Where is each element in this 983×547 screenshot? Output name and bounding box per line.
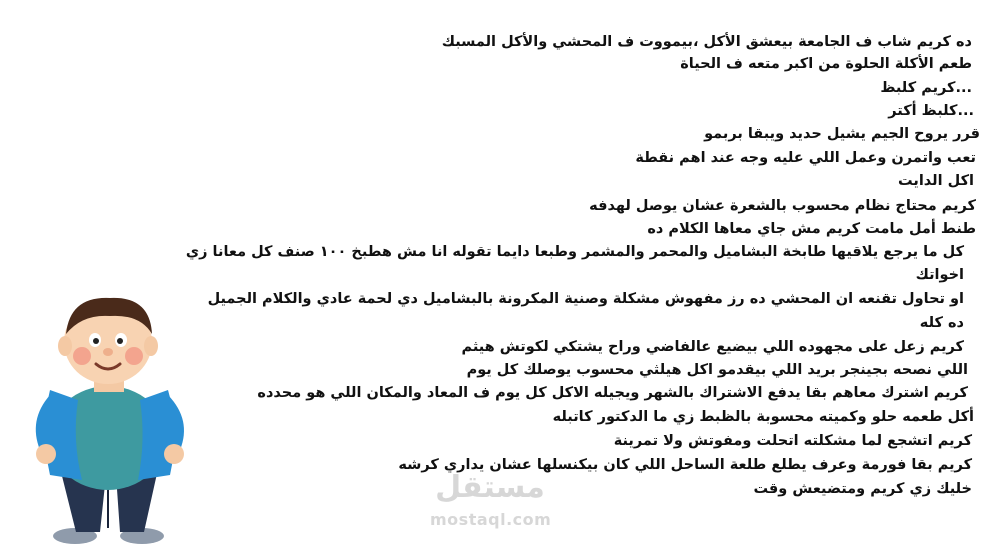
- story-line: اللي نصحه بجينجر بريد اللي بيقدمو اكل هيلثي محسوب يوصلك كل يوم: [466, 362, 968, 378]
- story-line: أكل طعمه حلو وكميته محسوبة بالظبط زي ما الدكتور كاتبله: [552, 409, 974, 425]
- story-line: طنط أمل مامت كريم مش جاي معاها الكلام ده: [647, 221, 976, 237]
- story-line: كريم اتشجع لما مشكلته اتحلت ومفوتش ولا تمرينة: [613, 433, 972, 449]
- mostaql-watermark: [420, 470, 560, 540]
- story-line: ...كلبظ أكتر: [888, 103, 974, 119]
- watermark-latin: mostaql.com: [430, 510, 552, 529]
- watermark-arabic: مستقل: [435, 470, 545, 505]
- story-line: طعم الأكلة الحلوة من اكبر متعه ف الحياة: [680, 56, 972, 72]
- story-line: ...كريم كلبظ: [880, 80, 972, 96]
- story-line: كريم بقا فورمة وعرف يطلع طلعة الساحل اللي كان بيكنسلها عشان يداري كرشه: [398, 457, 972, 473]
- story-line: تعب واتمرن وعمل اللي عليه وجه عند اهم نقطة: [635, 150, 976, 166]
- story-line: كريم محتاج نظام محسوب بالشعرة عشان يوصل لهدفه: [589, 198, 976, 214]
- story-text: [185, 32, 980, 547]
- story-line: كريم اشترك معاهم بقا يدفع الاشتراك بالشهر ويجيله الاكل كل يوم ف المعاد والمكان اللي هو محدده: [257, 385, 968, 401]
- story-line: كل ما يرجع يلاقيها طابخة البشاميل والمحمر والمشمر وطبعا دايما تقوله انا مش هطبخ ١٠٠ صنف كل معانا زي: [185, 244, 964, 260]
- story-line: اخواتك: [915, 267, 964, 283]
- story-line: خليك زي كريم ومتضيعش وقت: [753, 481, 972, 497]
- story-line: اكل الدايت: [898, 173, 974, 189]
- story-line: قرر يروح الجيم يشيل حديد ويبقا بربمو: [704, 126, 980, 142]
- story-line: ده كله: [919, 315, 964, 331]
- chubby-man-illustration: [20, 290, 195, 547]
- story-line: ده كريم شاب ف الجامعة بيعشق الأكل ،بيمووت ف المحشي والأكل المسبك: [441, 34, 972, 50]
- story-line: كريم زعل على مجهوده اللي بيضيع عالفاضي وراح يشتكي لكوتش هيثم: [461, 339, 964, 355]
- story-line: او تحاول تقنعه ان المحشي ده رز مفهوش مشكلة وصنية المكرونة بالبشاميل دي لحمة عادي والكلام الجميل: [207, 291, 964, 307]
